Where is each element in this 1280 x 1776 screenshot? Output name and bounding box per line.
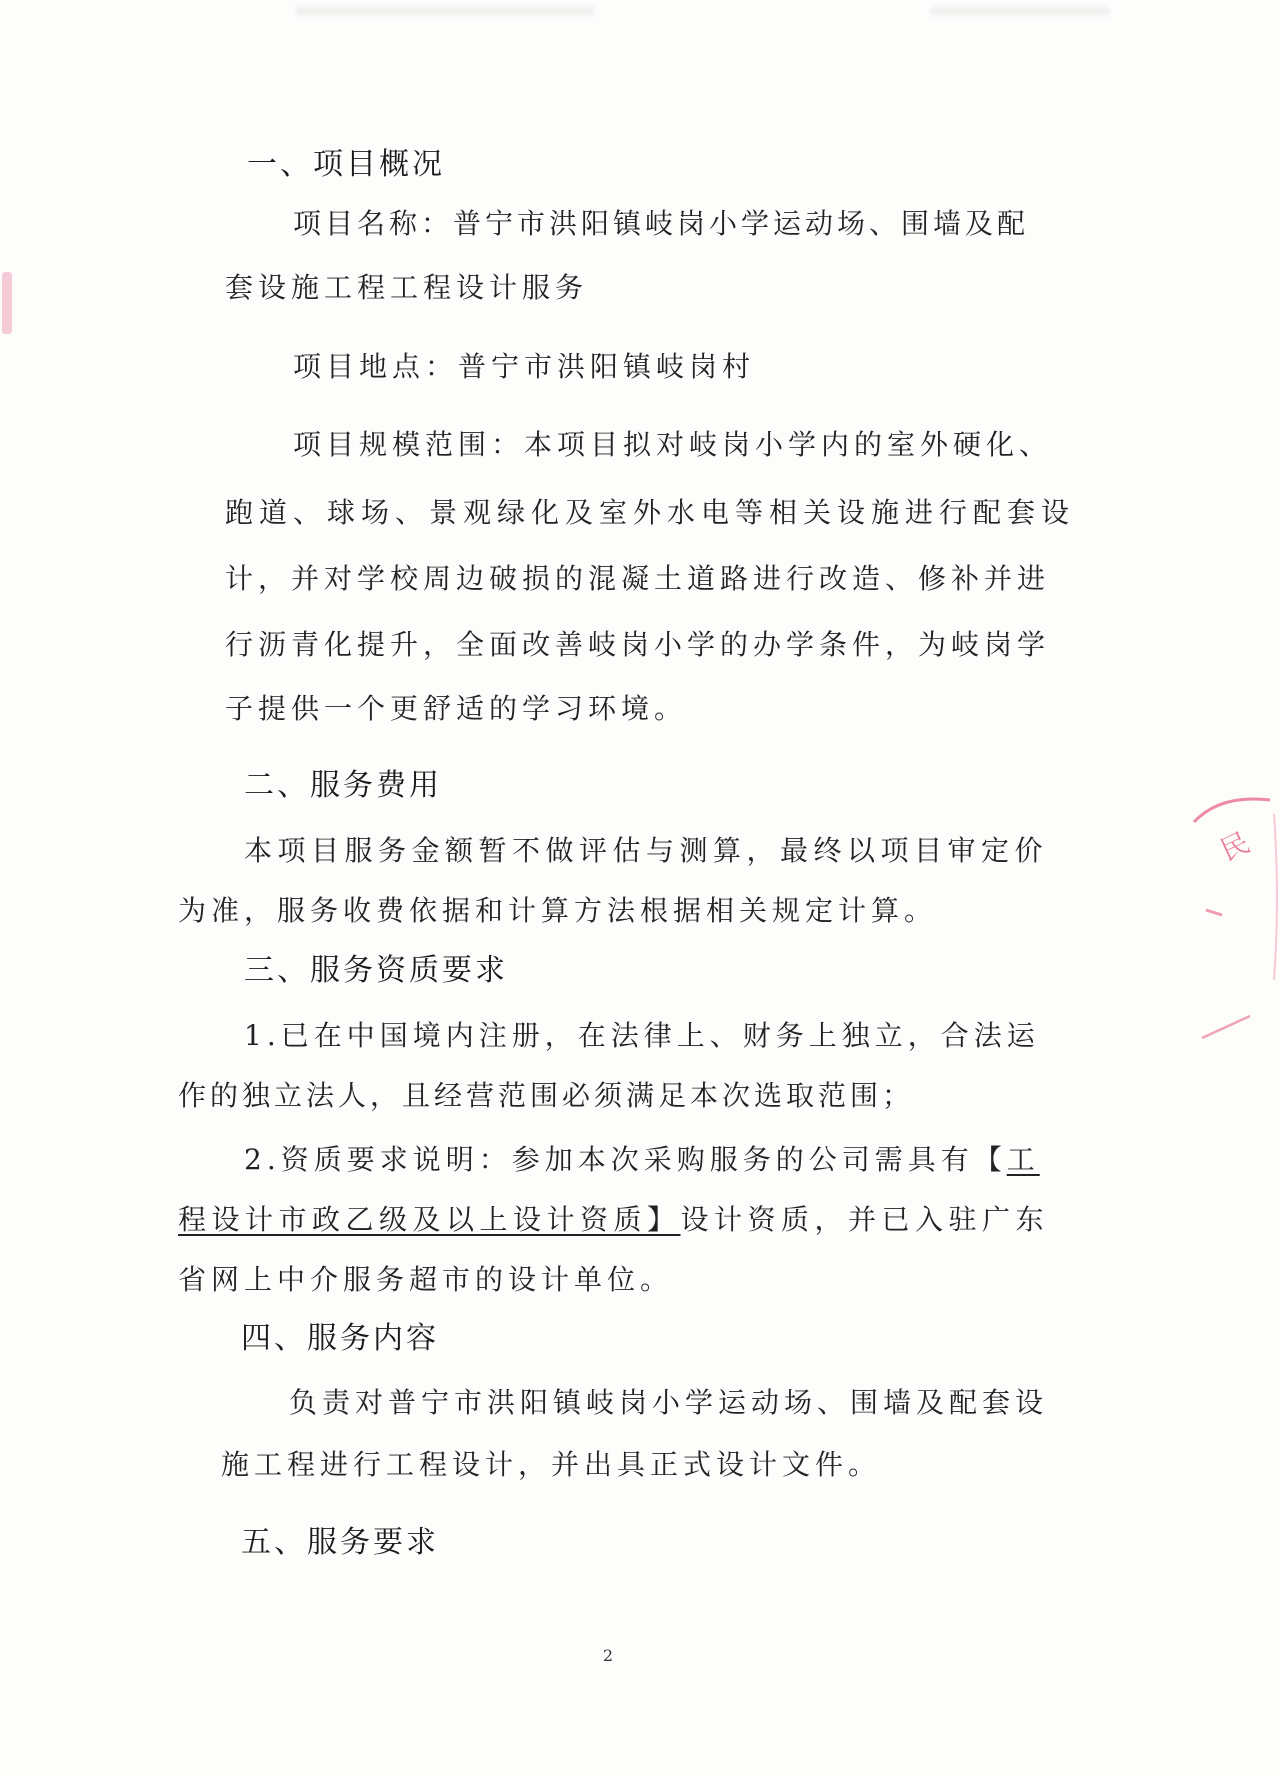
section-heading-requirements: 五、服务要求 bbox=[241, 1525, 439, 1560]
seal-stamp bbox=[1170, 780, 1280, 1060]
project-name-line-cont: 套设施工程工程设计服务 bbox=[225, 271, 589, 304]
qualification-underlined-text: 程设计市政乙级及以上设计资质】 bbox=[178, 1203, 681, 1236]
seal-arc bbox=[1274, 814, 1277, 980]
bleed-through-mark bbox=[930, 6, 1110, 16]
project-scope-line: 跑道、球场、景观绿化及室外水电等相关设施进行配套设 bbox=[225, 496, 1076, 529]
content-line: 负责对普宁市洪阳镇岐岗小学运动场、围墙及配套设 bbox=[289, 1386, 1049, 1419]
project-name-line: 项目名称：普宁市洪阳镇岐岗小学运动场、围墙及配 bbox=[293, 207, 1030, 240]
qualification-item-1: 1.已在中国境内注册，在法律上、财务上独立，合法运 bbox=[244, 1019, 1040, 1052]
project-scope-line: 计，并对学校周边破损的混凝土道路进行改造、修补并进 bbox=[225, 562, 1051, 595]
seal-mark bbox=[1202, 1016, 1250, 1038]
qualification-item-2-cont: 省网上中介服务超市的设计单位。 bbox=[178, 1263, 674, 1296]
left-edge-mark bbox=[2, 272, 12, 334]
fee-line: 本项目服务金额暂不做评估与测算，最终以项目审定价 bbox=[244, 834, 1049, 867]
project-location-line: 项目地点：普宁市洪阳镇岐岗村 bbox=[293, 350, 756, 383]
section-heading-qualification: 三、服务资质要求 bbox=[244, 953, 508, 988]
content-line: 施工程进行工程设计，并出具正式设计文件。 bbox=[221, 1448, 882, 1481]
project-scope-line: 项目规模范围：本项目拟对岐岗小学内的室外硬化、 bbox=[293, 428, 1053, 461]
section-heading-content: 四、服务内容 bbox=[241, 1321, 439, 1356]
fee-line: 为准，服务收费依据和计算方法根据相关规定计算。 bbox=[178, 894, 938, 927]
qualification-item-2 bbox=[244, 1142, 1040, 1178]
project-scope-line: 行沥青化提升，全面改善岐岗小学的办学条件，为岐岗学 bbox=[225, 628, 1051, 661]
qualification-item-2-text: 设计资质，并已入驻广东 bbox=[680, 1203, 1050, 1236]
qualification-item-2-cont bbox=[178, 1202, 1049, 1238]
bleed-through-mark bbox=[295, 6, 595, 16]
project-scope-line: 子提供一个更舒适的学习环境。 bbox=[225, 692, 688, 725]
qualification-underlined-text: 工 bbox=[1006, 1143, 1040, 1176]
seal-arc bbox=[1194, 799, 1270, 822]
seal-mark bbox=[1206, 910, 1222, 915]
section-heading-fee: 二、服务费用 bbox=[244, 768, 442, 803]
section-heading-overview: 一、项目概况 bbox=[247, 147, 445, 182]
qualification-item-1-cont: 作的独立法人，且经营范围必须满足本次选取范围； bbox=[178, 1079, 915, 1112]
seal-text: 民 bbox=[1215, 825, 1255, 868]
page-number: 2 bbox=[602, 1646, 614, 1665]
qualification-item-2-text: 2.资质要求说明：参加本次采购服务的公司需具有【 bbox=[244, 1143, 1007, 1176]
